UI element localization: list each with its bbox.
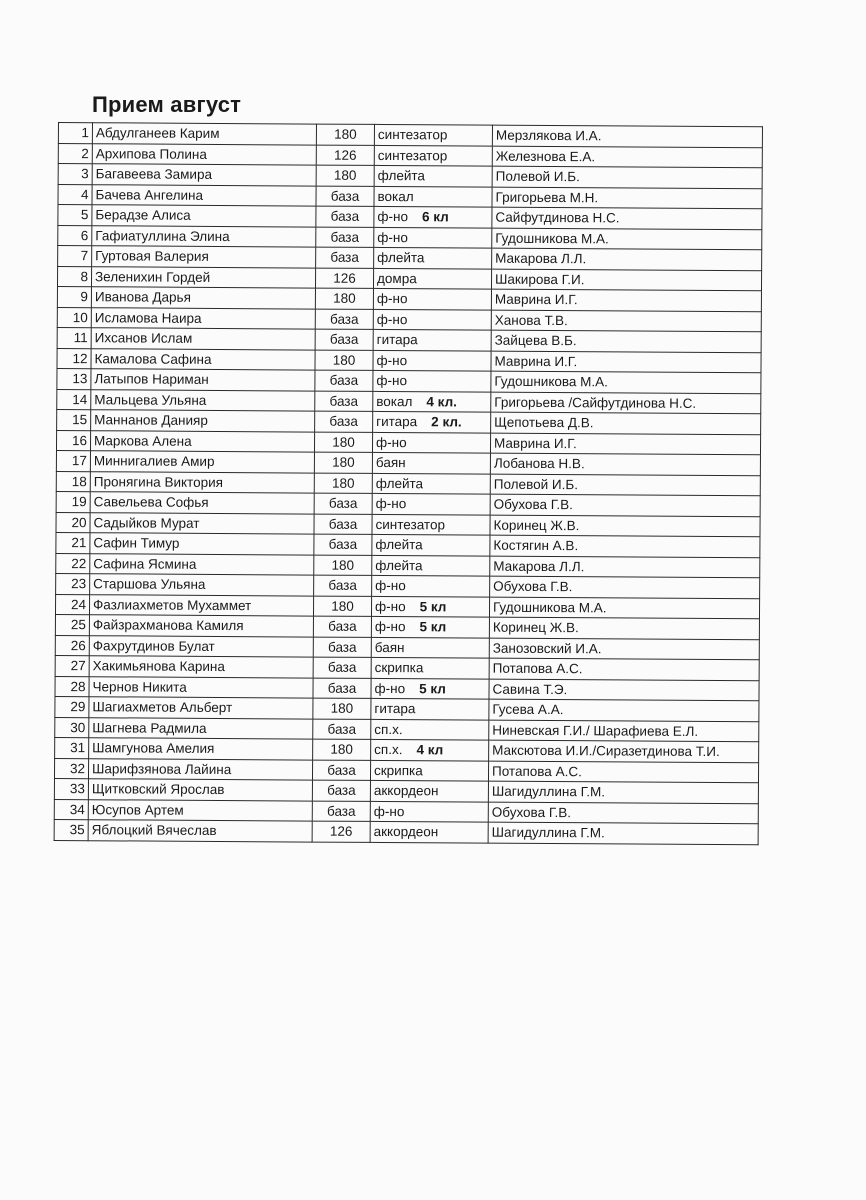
instrument: скрипка [374, 660, 424, 676]
teacher-name: Сайфутдинова Н.С. [492, 207, 762, 229]
teacher-name: Коринец Ж.В. [489, 617, 759, 639]
instrument: флейта [377, 250, 425, 266]
row-number: 5 [58, 205, 92, 226]
admission-category: база [312, 760, 370, 781]
student-name: Файзрахманова Камиля [89, 615, 313, 637]
row-number: 28 [55, 676, 89, 697]
row-number: 26 [55, 635, 89, 656]
student-name: Фахрутдинов Булат [89, 635, 313, 657]
student-name: Багавеева Замира [92, 164, 316, 186]
admission-category: база [315, 309, 373, 330]
admission-category: база [314, 575, 372, 596]
admission-category: база [316, 247, 374, 268]
student-name: Чернов Никита [89, 676, 313, 698]
instrument: ф-но [375, 598, 406, 614]
instrument: вокал [376, 393, 413, 409]
grade-note: 5 кл [419, 598, 447, 615]
row-number: 25 [55, 614, 89, 635]
admission-category: база [316, 206, 374, 227]
row-number: 10 [57, 307, 91, 328]
student-name: Берадзе Алиса [92, 205, 316, 227]
row-number: 30 [55, 717, 89, 738]
admission-category: база [313, 637, 371, 658]
teacher-name: Маврина И.Г. [491, 351, 761, 373]
instrument-cell [371, 657, 489, 678]
admission-category: база [315, 411, 373, 432]
teacher-name: Гудошникова М.А. [492, 228, 762, 250]
instrument: сп.х. [374, 721, 403, 737]
grade-note: 5 кл [419, 680, 446, 697]
instrument-cell [370, 780, 488, 801]
student-name: Юсупов Артем [88, 799, 312, 821]
student-name: Гафиатуллина Элина [92, 225, 316, 247]
teacher-name: Занозовский И.А. [489, 638, 759, 660]
teacher-name: Обухова Г.В. [490, 576, 760, 598]
row-number: 2 [58, 143, 92, 164]
student-name: Маркова Алена [90, 430, 314, 452]
instrument: флейта [375, 475, 424, 491]
student-name: Шагнева Радмила [89, 717, 313, 739]
student-name: Пронягина Виктория [90, 471, 314, 493]
instrument: ф-но [374, 680, 406, 696]
instrument: гитара [374, 701, 416, 717]
student-name: Миннигалиев Амир [90, 451, 314, 473]
teacher-name: Ниневская Г.И./ Шарафиева Е.Л. [489, 720, 759, 742]
student-name: Старшова Ульяна [90, 574, 314, 596]
admission-category: база [312, 780, 370, 801]
student-name: Щитковский Ярослав [88, 779, 312, 801]
instrument-cell [374, 145, 492, 166]
row-number: 6 [58, 225, 92, 246]
row-number: 12 [57, 348, 91, 369]
table-body [54, 123, 762, 845]
teacher-name: Макарова Л.Л. [492, 248, 762, 270]
teacher-name: Потапова А.С. [488, 761, 758, 783]
instrument-cell [370, 821, 488, 842]
row-number: 20 [56, 512, 90, 533]
row-number: 23 [56, 573, 90, 594]
student-name: Бачева Ангелина [92, 184, 316, 206]
admission-category: база [313, 657, 371, 678]
student-name: Исламова Наира [91, 307, 315, 329]
instrument-cell [373, 350, 491, 371]
grade-note: 2 кл. [431, 414, 462, 430]
instrument-cell [373, 370, 491, 391]
row-number: 4 [58, 184, 92, 205]
teacher-name: Ханова Т.В. [491, 310, 761, 332]
row-number: 34 [54, 799, 88, 820]
admission-category: база [316, 227, 374, 248]
teacher-name: Железнова Е.А. [492, 146, 762, 168]
instrument: ф-но [376, 434, 407, 450]
instrument: аккордеон [373, 824, 439, 840]
teacher-name: Григорьева /Сайфутдинова Н.С. [491, 392, 761, 414]
admission-category: база [313, 719, 371, 740]
row-number: 33 [54, 778, 88, 799]
student-name: Архипова Полина [92, 143, 316, 165]
student-name: Маннанов Данияр [91, 410, 315, 432]
row-number: 27 [55, 655, 89, 676]
admission-category: база [315, 391, 373, 412]
row-number: 22 [56, 553, 90, 574]
admission-category: база [312, 801, 370, 822]
instrument-cell [371, 678, 489, 699]
row-number: 8 [57, 266, 91, 287]
row-number: 21 [56, 532, 90, 553]
instrument-cell [372, 514, 490, 535]
admission-category: база [314, 534, 372, 555]
teacher-name: Маврина И.Г. [490, 433, 760, 455]
teacher-name: Гусева А.А. [489, 699, 759, 721]
instrument: скрипка [374, 762, 423, 778]
instrument-cell [371, 616, 489, 637]
instrument-cell [371, 698, 489, 719]
row-number: 18 [56, 471, 90, 492]
row-number: 14 [57, 389, 91, 410]
instrument: флейта [375, 557, 423, 573]
row-number: 31 [55, 737, 89, 758]
teacher-name: Савина Т.Э. [489, 679, 759, 701]
student-name: Камалова Сафина [91, 348, 315, 370]
row-number: 1 [58, 123, 92, 144]
instrument-cell [372, 452, 490, 473]
row-number: 32 [54, 758, 88, 779]
instrument-cell [374, 227, 492, 248]
student-name: Яблоцкий Вячеслав [88, 820, 312, 842]
teacher-name: Обухова Г.В. [488, 802, 758, 824]
instrument: вокал [377, 188, 414, 204]
teacher-name: Потапова А.С. [489, 658, 759, 680]
instrument: гитара [376, 414, 418, 430]
teacher-name: Максютова И.И./Сиразетдинова Т.И. [489, 740, 759, 762]
instrument: баян [374, 639, 405, 655]
student-name: Гуртовая Валерия [92, 246, 316, 268]
teacher-name: Шакирова Г.И. [491, 269, 761, 291]
teacher-name: Костягин А.В. [490, 535, 760, 557]
grade-note: 6 кл [421, 209, 449, 225]
row-number: 15 [57, 409, 91, 430]
grade-note: 4 кл [416, 742, 444, 758]
instrument-cell [371, 637, 489, 658]
instrument: ф-но [375, 496, 407, 512]
admission-category: 180 [314, 452, 372, 473]
admission-category: база [315, 370, 373, 391]
instrument: ф-но [373, 803, 405, 819]
instrument-cell [373, 411, 491, 432]
grade-note: 5 кл [419, 619, 447, 635]
instrument-cell [373, 309, 491, 330]
row-number: 13 [57, 368, 91, 389]
instrument: аккордеон [373, 783, 439, 799]
instrument: ф-но [376, 352, 408, 368]
instrument-cell [373, 288, 491, 309]
teacher-name: Полевой И.Б. [490, 474, 760, 496]
page-title: Прием август [92, 92, 242, 117]
student-name: Фазлиахметов Мухаммет [89, 594, 313, 616]
student-name: Иванова Дарья [91, 287, 315, 309]
teacher-name: Лобанова Н.В. [490, 453, 760, 475]
teacher-name: Мерзлякова И.А. [492, 125, 762, 147]
row-number: 3 [58, 164, 92, 185]
student-name: Мальцева Ульяна [91, 389, 315, 411]
row-number: 17 [56, 450, 90, 471]
teacher-name: Полевой И.Б. [492, 166, 762, 188]
instrument: синтезатор [377, 127, 448, 143]
instrument-cell [373, 329, 491, 350]
teacher-name: Шагидуллина Г.М. [488, 822, 758, 844]
instrument: ф-но [377, 209, 409, 225]
table-row [54, 819, 758, 844]
student-name: Абдулганеев Карим [92, 123, 316, 145]
instrument: ф-но [376, 311, 408, 327]
instrument-cell [372, 555, 490, 576]
instrument: домра [377, 270, 417, 286]
teacher-name: Макарова Л.Л. [490, 556, 760, 578]
student-name: Сафин Тимур [90, 533, 314, 555]
teacher-name: Щепотьева Д.В. [491, 412, 761, 434]
instrument-cell [373, 268, 491, 289]
teacher-name: Шагидуллина Г.М. [488, 781, 758, 803]
row-number: 11 [57, 327, 91, 348]
instrument-cell [374, 247, 492, 268]
admission-category: 180 [314, 555, 372, 576]
instrument: ф-но [375, 578, 406, 594]
admission-category: 126 [316, 145, 374, 166]
admission-category: база [315, 329, 373, 350]
student-name: Хакимьянова Карина [89, 656, 313, 678]
admission-category: база [316, 186, 374, 207]
instrument-cell [374, 165, 492, 186]
row-number: 24 [55, 594, 89, 615]
instrument-cell [372, 432, 490, 453]
student-name: Шарифзянова Лайина [88, 758, 312, 780]
teacher-name: Обухова Г.В. [490, 494, 760, 516]
instrument-cell [371, 719, 489, 740]
teacher-name: Маврина И.Г. [491, 289, 761, 311]
instrument-cell [371, 739, 489, 760]
instrument: баян [375, 455, 406, 471]
instrument: синтезатор [375, 516, 446, 533]
teacher-name: Зайцева В.Б. [491, 330, 761, 352]
row-number: 19 [56, 491, 90, 512]
teacher-name: Гудошникова М.А. [491, 371, 761, 393]
instrument-cell [373, 391, 491, 412]
admission-category: 180 [315, 288, 373, 309]
row-number: 7 [58, 246, 92, 267]
admission-category: 180 [313, 739, 371, 760]
student-name: Садыйков Мурат [90, 512, 314, 534]
student-name: Зеленихин Гордей [91, 266, 315, 288]
admission-category: 126 [312, 821, 370, 842]
row-number: 9 [57, 287, 91, 308]
instrument-cell [370, 801, 488, 822]
row-number: 29 [55, 696, 89, 717]
instrument-cell [374, 186, 492, 207]
admission-category: 180 [314, 473, 372, 494]
admission-category: 180 [313, 698, 371, 719]
row-number: 35 [54, 819, 88, 840]
instrument: флейта [377, 168, 426, 184]
instrument: ф-но [377, 229, 408, 245]
teacher-name: Коринец Ж.В. [490, 515, 760, 537]
admission-category: база [313, 678, 371, 699]
instrument-cell [372, 575, 490, 596]
instrument-cell [372, 473, 490, 494]
instrument-cell [374, 206, 492, 227]
admission-category: база [314, 514, 372, 535]
instrument: сп.х. [374, 742, 403, 758]
instrument-cell [370, 760, 488, 781]
grade-note: 4 кл. [426, 394, 457, 410]
instrument: гитара [376, 332, 418, 348]
student-name: Ихсанов Ислам [91, 328, 315, 350]
student-name: Шамгунова Амелия [89, 738, 313, 760]
instrument-cell [374, 124, 492, 145]
admission-category: база [314, 493, 372, 514]
instrument: ф-но [374, 619, 406, 635]
instrument-cell [371, 596, 489, 617]
student-name: Савельева Софья [90, 492, 314, 514]
instrument-cell [372, 493, 490, 514]
teacher-name: Гудошникова М.А. [489, 597, 759, 619]
instrument: ф-но [376, 291, 408, 307]
admission-category: 180 [314, 432, 372, 453]
admission-table [54, 122, 763, 845]
admission-category: 180 [315, 350, 373, 371]
admission-category: 180 [313, 596, 371, 617]
row-number: 16 [56, 430, 90, 451]
admission-category: 126 [315, 268, 373, 289]
student-name: Сафина Ясмина [90, 553, 314, 575]
teacher-name: Григорьева М.Н. [492, 187, 762, 209]
instrument: флейта [375, 537, 423, 553]
instrument-cell [372, 534, 490, 555]
instrument: синтезатор [377, 147, 448, 164]
instrument: ф-но [376, 373, 408, 389]
student-name: Шагиахметов Альберт [89, 697, 313, 719]
admission-category: 180 [316, 165, 374, 186]
admission-category: 180 [316, 124, 374, 145]
student-name: Латыпов Нариман [91, 369, 315, 391]
admission-category: база [313, 616, 371, 637]
